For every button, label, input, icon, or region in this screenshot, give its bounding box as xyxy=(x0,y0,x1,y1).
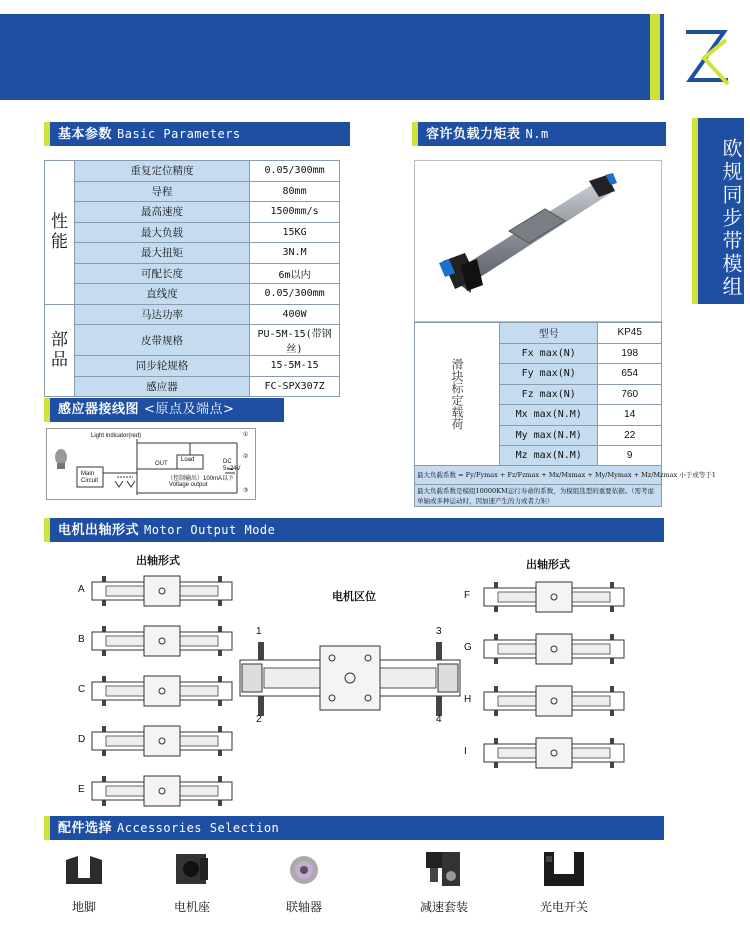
header-bar xyxy=(0,14,712,100)
wiring-pin-brown: ① xyxy=(243,432,249,438)
output-mode-letter: H xyxy=(464,694,472,705)
param-value: PU-5M-15(带钢丝) xyxy=(250,325,340,356)
param-label: 最高速度 xyxy=(74,202,249,223)
param-value: 15KG xyxy=(250,222,340,243)
load-title-en: N.m xyxy=(525,127,549,141)
output-mode-diagram xyxy=(92,724,232,762)
wiring-diagram xyxy=(46,428,256,500)
param-value: 3N.M xyxy=(250,243,340,264)
formula-term: Mz/Mzmax xyxy=(641,471,678,479)
param-row xyxy=(45,356,340,377)
load-group-label: 滑块标定载荷 xyxy=(415,323,500,467)
param-label: 直线度 xyxy=(74,284,249,305)
load-value: 654 xyxy=(598,364,662,385)
load-formula xyxy=(414,465,716,485)
formula-term: Fy/Fymax xyxy=(465,471,498,479)
output-mode-letter: G xyxy=(464,642,472,653)
load-table-heading xyxy=(412,122,666,146)
wiring-out-label: OUT xyxy=(155,461,168,467)
param-row xyxy=(45,376,340,397)
accessories-title-en: Accessories Selection xyxy=(117,821,280,835)
load-label: Mz max(N.M) xyxy=(500,446,598,467)
param-label: 感应器 xyxy=(74,376,249,397)
wiring-load-label: Load xyxy=(181,457,195,463)
param-row xyxy=(45,284,340,305)
accessory-label: 减速套装 xyxy=(419,900,468,914)
motor-caption-left: 出轴形式 xyxy=(136,555,180,567)
param-group-performance: 性能 xyxy=(45,161,75,305)
formula-terms: Fy/Fymax + Fz/Fzmax + Mx/Mxmax + My/Mymax + Mz/Mzmax xyxy=(465,471,678,479)
param-row xyxy=(45,325,340,356)
formula-term: Fz/Fzmax xyxy=(507,471,540,479)
motor-position-3: 3 xyxy=(436,626,442,637)
module-product-photo xyxy=(414,160,662,322)
load-value: 760 xyxy=(598,384,662,405)
motor-position-1: 1 xyxy=(256,626,262,637)
param-label: 可配长度 xyxy=(74,263,249,284)
output-mode-letter: C xyxy=(78,684,86,695)
output-mode-diagram xyxy=(92,774,232,812)
param-label: 重复定位精度 xyxy=(74,161,249,182)
load-title-cn: 容许负载力矩表 xyxy=(426,127,521,142)
wiring-light-label: Light indicator(red) xyxy=(91,433,142,439)
wiring-dc-label: DC 5~24V xyxy=(223,459,241,472)
param-value: 0.05/300mm xyxy=(250,284,340,305)
motor-position-2: 2 xyxy=(256,714,262,725)
load-value: 22 xyxy=(598,425,662,446)
param-value: 400W xyxy=(250,304,340,325)
accessory-label: 光电开关 xyxy=(539,900,588,914)
basic-params-title-en: Basic Parameters xyxy=(117,127,241,141)
load-value: KP45 xyxy=(598,323,662,344)
output-mode-diagram xyxy=(484,736,624,774)
wiring-pin-blue: ③ xyxy=(243,488,249,494)
coupling-icon xyxy=(286,852,322,892)
load-label: Mx max(N.M) xyxy=(500,405,598,426)
accessory-label: 地脚 xyxy=(71,900,96,914)
wiring-heading xyxy=(44,398,284,422)
output-mode-letter: B xyxy=(78,634,85,645)
param-row xyxy=(45,243,340,264)
param-row xyxy=(45,304,340,325)
basic-params-title-cn: 基本参数 xyxy=(58,127,113,142)
output-mode-letter: E xyxy=(78,784,85,795)
param-label: 同步轮规格 xyxy=(74,356,249,377)
wiring-pin-black: ② xyxy=(243,454,249,460)
reducer-kit-icon xyxy=(420,846,468,898)
wiring-out-note: （控制输出）100mA以下 xyxy=(167,476,235,482)
photo-switch-icon xyxy=(540,846,588,894)
basic-params-heading xyxy=(44,122,350,146)
motor-output-heading xyxy=(44,518,664,542)
param-row xyxy=(45,222,340,243)
param-label: 最大扭矩 xyxy=(74,243,249,264)
output-mode-diagram xyxy=(92,624,232,662)
motor-position-4: 4 xyxy=(436,714,442,725)
motor-title-en: Motor Output Mode xyxy=(144,523,276,537)
load-row xyxy=(415,323,662,344)
wiring-title-cn: 感应器接线图 xyxy=(58,402,140,417)
output-mode-diagram xyxy=(484,580,624,618)
accessories-heading xyxy=(44,816,664,840)
side-tab: 欧规同步带模组 xyxy=(698,118,744,304)
param-value: 6m以内 xyxy=(250,263,340,284)
param-value: 1500mm/s xyxy=(250,202,340,223)
load-label: Fz max(N) xyxy=(500,384,598,405)
wiring-main-label: Main Circuit xyxy=(81,471,99,484)
output-mode-letter: D xyxy=(78,734,86,745)
param-value: 80mm xyxy=(250,181,340,202)
foot-bracket-icon xyxy=(62,850,106,894)
param-value: FC-SPX307Z xyxy=(250,376,340,397)
param-label: 马达功率 xyxy=(74,304,249,325)
load-value: 198 xyxy=(598,343,662,364)
load-label: Fy max(N) xyxy=(500,364,598,385)
load-value: 14 xyxy=(598,405,662,426)
formula-suffix: 小于或等于1 xyxy=(679,471,716,479)
motor-title-cn: 电机出轴形式 xyxy=(58,523,140,538)
accessory-label: 电机座 xyxy=(173,900,210,914)
accessory-label: 联轴器 xyxy=(285,900,322,914)
param-row xyxy=(45,161,340,182)
output-mode-letter: I xyxy=(464,746,467,757)
accessories-title-cn: 配件选择 xyxy=(58,821,113,836)
param-group-parts: 部品 xyxy=(45,304,75,397)
header-accent-stripe xyxy=(650,14,660,100)
output-mode-letter: A xyxy=(78,584,85,595)
motor-mount-icon xyxy=(170,850,214,894)
brand-logo xyxy=(664,14,750,100)
param-value: 0.05/300mm xyxy=(250,161,340,182)
output-mode-diagram xyxy=(484,632,624,670)
wiring-title-sub: <原点及端点> xyxy=(144,402,235,417)
load-label: Fx max(N) xyxy=(500,343,598,364)
param-label: 皮带规格 xyxy=(74,325,249,356)
param-label: 最大负载 xyxy=(74,222,249,243)
param-row xyxy=(45,263,340,284)
motor-position-diagram xyxy=(240,638,460,720)
load-table xyxy=(414,322,662,467)
output-mode-diagram xyxy=(484,684,624,722)
load-note: 最大负载系数是模组10000KM运行寿命的系数，为模组选型的重要依据。（需考虑单轴或多种运动时，因加速产生的力或者力矩） xyxy=(414,485,662,507)
output-mode-diagram xyxy=(92,674,232,712)
load-label: 型号 xyxy=(500,323,598,344)
param-row xyxy=(45,202,340,223)
motor-caption-right: 出轴形式 xyxy=(526,559,570,571)
output-mode-diagram xyxy=(92,574,232,612)
formula-term: My/Mymax xyxy=(594,471,632,479)
motor-caption-center: 电机区位 xyxy=(332,591,376,603)
param-value: 15-5M-15 xyxy=(250,356,340,377)
load-value: 9 xyxy=(598,446,662,467)
basic-params-table xyxy=(44,160,340,397)
output-mode-letter: F xyxy=(464,590,471,601)
param-label: 导程 xyxy=(74,181,249,202)
wiring-voltage-label: Voltage output xyxy=(169,482,208,488)
formula-term: Mx/Mxmax xyxy=(548,471,586,479)
formula-prefix: 最大负载系数 = xyxy=(417,471,464,479)
param-row xyxy=(45,181,340,202)
load-label: My max(N.M) xyxy=(500,425,598,446)
